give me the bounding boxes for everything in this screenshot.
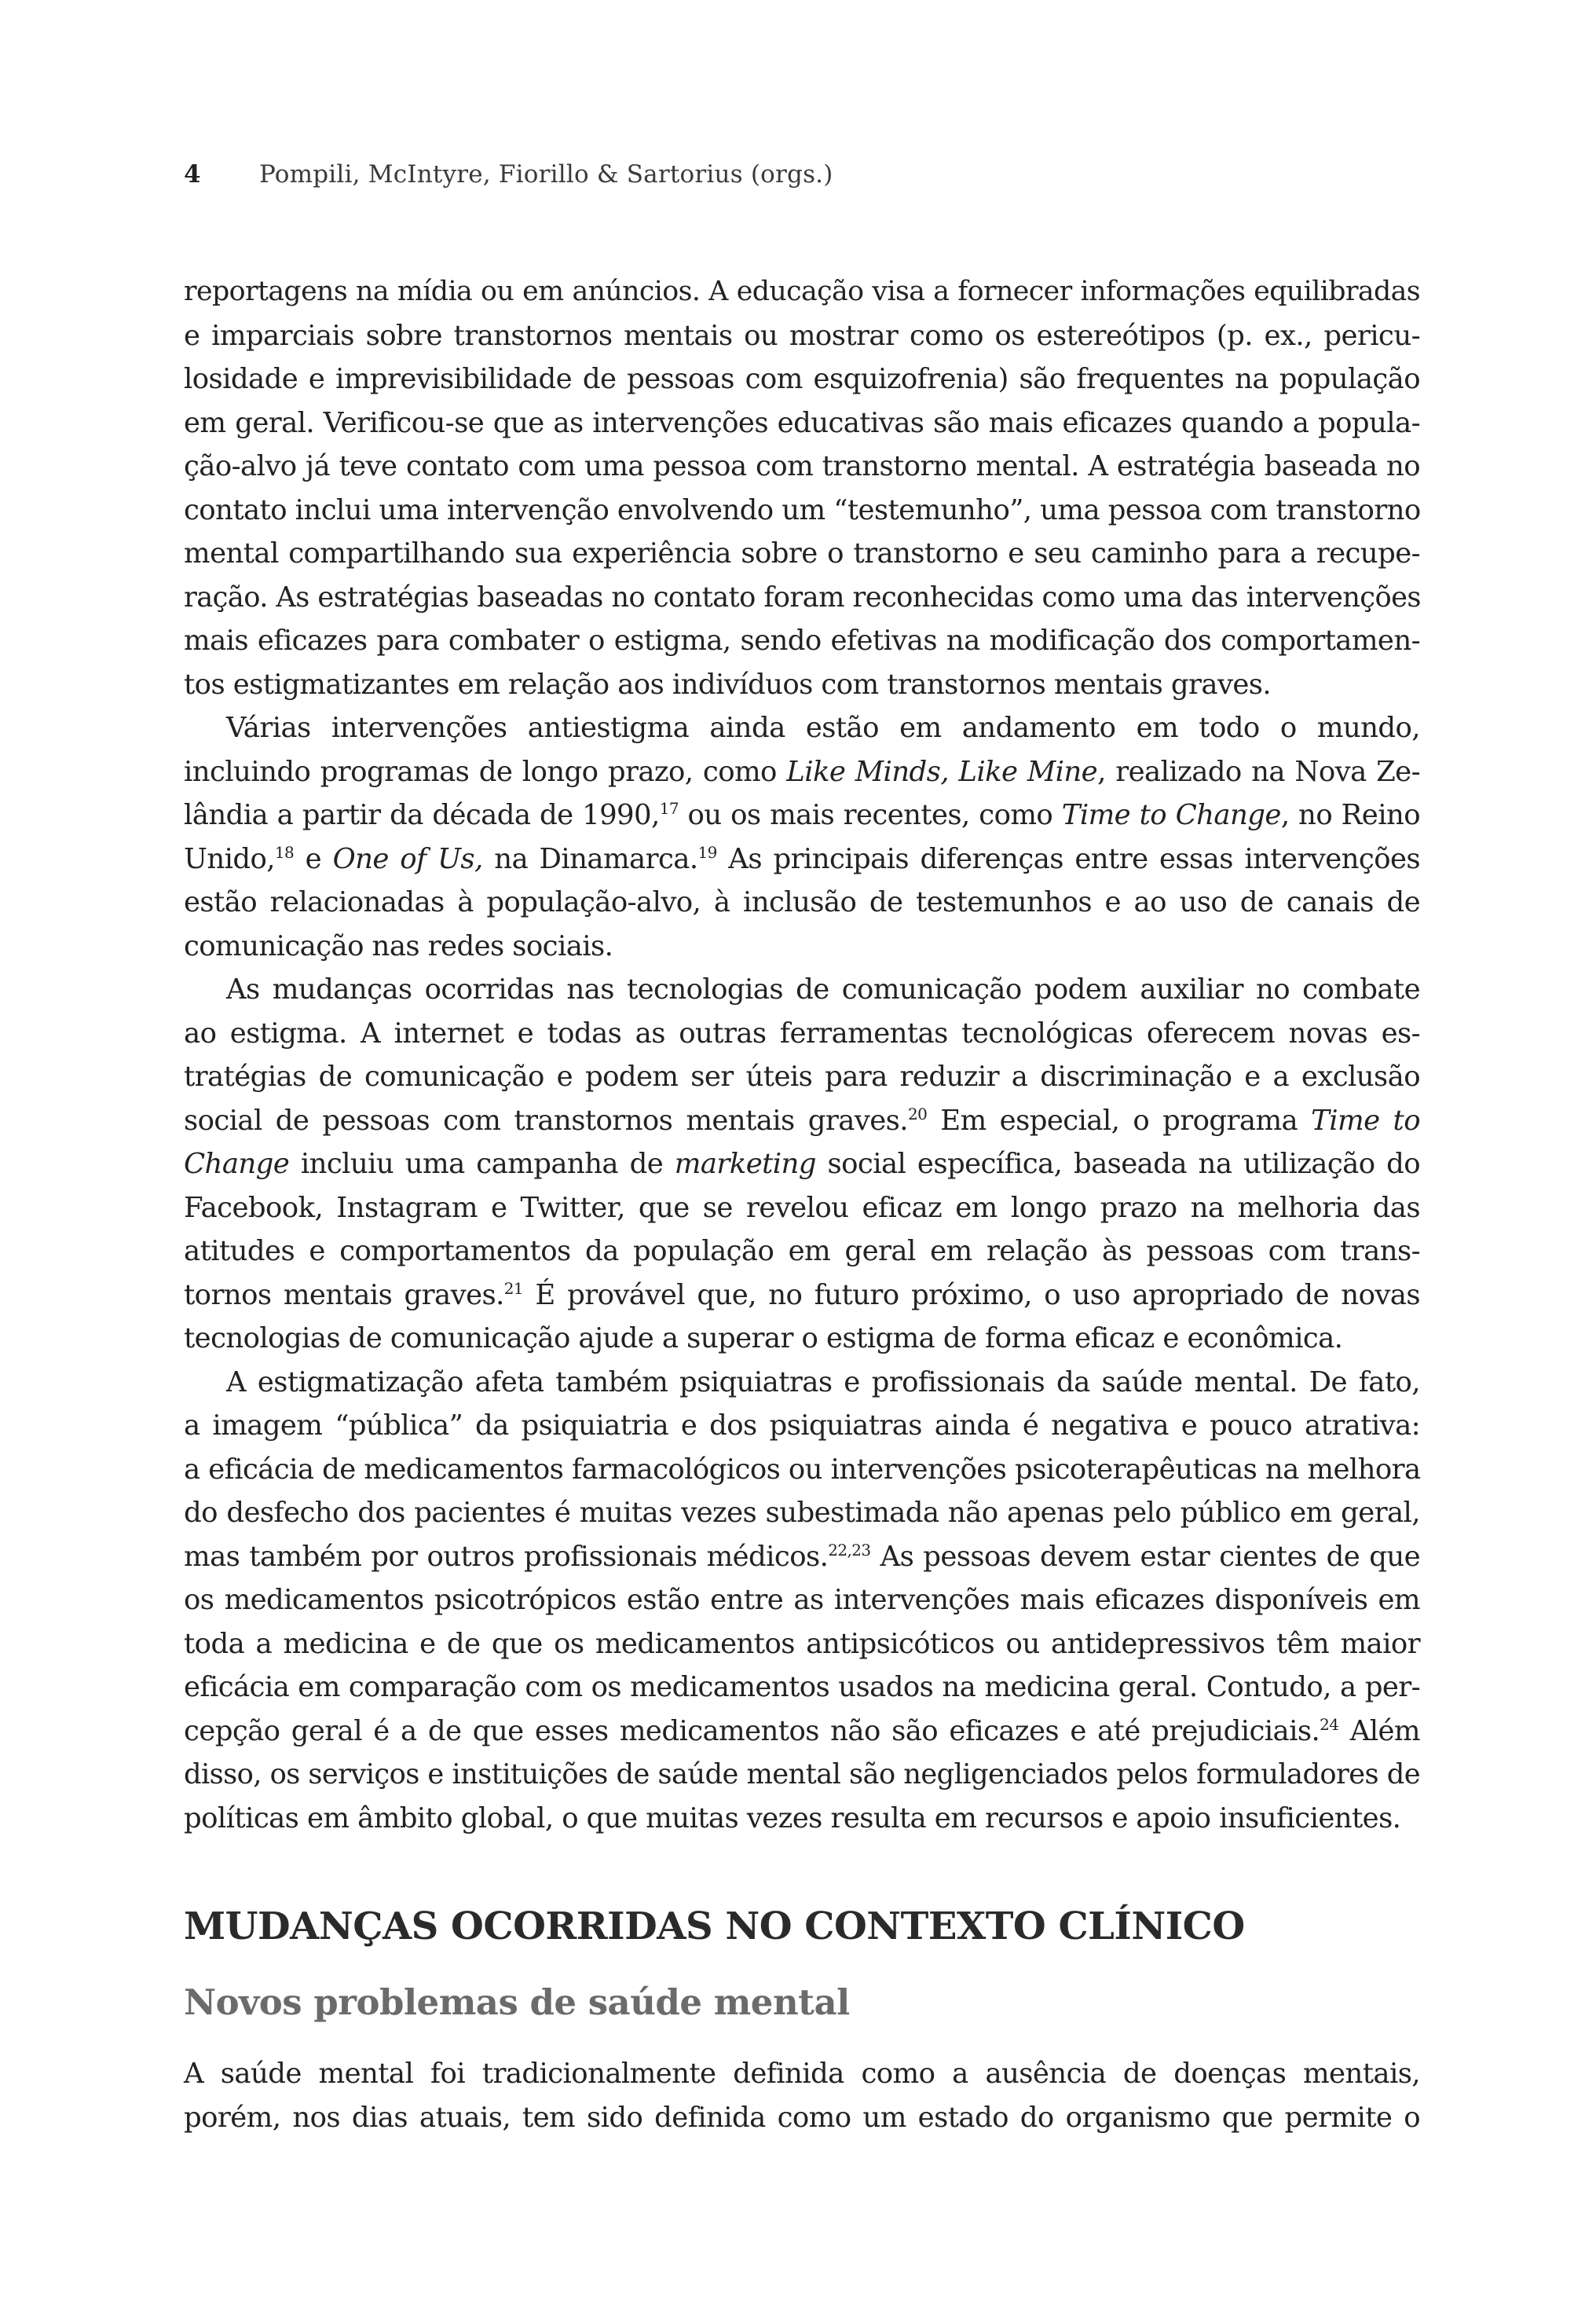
text-line bbox=[184, 1274, 1420, 1318]
text-line: tecnologias de comunicação ajude a superar o estigma de forma eficaz e econômica. bbox=[184, 1322, 1343, 1354]
program-title: Like Minds, Like Mine bbox=[786, 755, 1098, 788]
text-line bbox=[184, 837, 1420, 881]
text-run: cepção geral é a de que esses medicamentos não são eficazes e até prejudiciais. bbox=[184, 1714, 1320, 1747]
citation-ref: 21 bbox=[503, 1278, 524, 1298]
citation-ref: 18 bbox=[274, 842, 295, 862]
program-title: Time to bbox=[1311, 1104, 1420, 1137]
text-line: estão relacionadas à população-alvo, à inclusão de testemunhos e ao uso de canais de bbox=[184, 886, 1420, 918]
emphasis: marketing bbox=[674, 1148, 816, 1180]
text-line: comunicação nas redes sociais. bbox=[184, 929, 613, 962]
text-line: reportagens na mídia ou em anúncios. A educação visa a fornecer informações equilibradas bbox=[184, 276, 1420, 307]
text-run: incluindo programas de longo prazo, como bbox=[184, 755, 787, 788]
text-line bbox=[184, 1099, 1420, 1143]
text-line: e imparciais sobre transtornos mentais ou mostrar como os estereótipos (p. ex., pericu- bbox=[184, 319, 1420, 352]
running-title: Pompili, McIntyre, Fiorillo & Sartorius (orgs.) bbox=[259, 160, 833, 189]
body-text bbox=[184, 270, 1420, 1840]
paragraph bbox=[184, 1361, 1420, 1841]
text-line: A estigmatização afeta também psiquiatras e profissionais da saúde mental. De fato, bbox=[226, 1365, 1420, 1398]
text-line: mental compartilhando sua experiência sobre o transtorno e seu caminho para a recupe- bbox=[184, 537, 1420, 570]
text-run: , realizado na Nova Ze- bbox=[1097, 755, 1420, 788]
body-text bbox=[184, 2052, 1420, 2139]
running-header bbox=[184, 160, 833, 189]
program-title: Time to Change bbox=[1061, 799, 1281, 831]
text-line: tratégias de comunicação e podem ser úteis para reduzir a discriminação e a exclusão bbox=[184, 1061, 1420, 1093]
paragraph bbox=[184, 968, 1420, 1361]
text-line: Várias intervenções antiestigma ainda estão em andamento em todo o mundo, bbox=[226, 712, 1420, 744]
text-line: ção-alvo já teve contato com uma pessoa com transtorno mental. A estratégia baseada no bbox=[184, 450, 1420, 482]
text-run: Além bbox=[1338, 1714, 1420, 1747]
citation-ref: 22,23 bbox=[828, 1540, 871, 1559]
text-run: , no Reino bbox=[1280, 799, 1420, 831]
text-line: ao estigma. A internet e todas as outras ferramentas tecnológicas oferecem novas es- bbox=[184, 1017, 1420, 1050]
text-line bbox=[184, 1535, 1420, 1579]
text-line bbox=[184, 1710, 1420, 1754]
program-title: Change bbox=[184, 1148, 290, 1180]
text-run: social de pessoas com transtornos mentais graves. bbox=[184, 1104, 908, 1137]
text-line: os medicamentos psicotrópicos estão entre as intervenções mais eficazes disponíveis em bbox=[184, 1584, 1420, 1616]
text-run: e bbox=[294, 842, 333, 875]
citation-ref: 24 bbox=[1320, 1714, 1339, 1734]
page-number: 4 bbox=[184, 160, 201, 189]
text-line: losidade e imprevisibilidade de pessoas com esquizofrenia) são frequentes na população bbox=[184, 363, 1420, 395]
text-run: tornos mentais graves. bbox=[184, 1278, 504, 1311]
citation-ref: 20 bbox=[907, 1104, 928, 1123]
text-line: A saúde mental foi tradicionalmente definida como a ausência de doenças mentais, bbox=[184, 2058, 1420, 2090]
text-line: As mudanças ocorridas nas tecnologias de comunicação podem auxiliar no combate bbox=[226, 973, 1420, 1006]
text-run: mas também por outros profissionais médicos. bbox=[184, 1540, 829, 1573]
text-run: Unido, bbox=[184, 842, 275, 875]
text-line: porém, nos dias atuais, tem sido definida como um estado do organismo que permite o bbox=[184, 2101, 1420, 2134]
text-line: a imagem “pública” da psiquiatria e dos psiquiatras ainda é negativa e pouco atrativa: bbox=[184, 1409, 1420, 1442]
text-run: social específica, baseada na utilização do bbox=[815, 1148, 1421, 1180]
text-line bbox=[184, 793, 1420, 837]
subsection-heading: Novos problemas de saúde mental bbox=[184, 1981, 850, 2023]
paragraph bbox=[184, 2052, 1420, 2139]
text-run: lândia a partir da década de 1990, bbox=[184, 799, 660, 831]
text-run: As pessoas devem estar cientes de que bbox=[870, 1540, 1420, 1573]
text-line bbox=[184, 750, 1420, 794]
text-line: a eficácia de medicamentos farmacológicos ou intervenções psicoterapêuticas na melhora bbox=[184, 1453, 1421, 1486]
text-line: toda a medicina e de que os medicamentos antipsicóticos ou antidepressivos têm maior bbox=[184, 1627, 1420, 1660]
text-line: contato inclui uma intervenção envolvendo um “testemunho”, uma pessoa com transtorno bbox=[184, 493, 1421, 526]
text-line: eficácia em comparação com os medicamentos usados na medicina geral. Contudo, a per- bbox=[184, 1671, 1420, 1703]
citation-ref: 17 bbox=[659, 799, 679, 819]
text-run: As principais diferenças entre essas intervenções bbox=[716, 842, 1421, 875]
text-line: do desfecho dos pacientes é muitas vezes subestimada não apenas pelo público em geral, bbox=[184, 1497, 1420, 1529]
program-title: One of Us, bbox=[332, 842, 483, 875]
section-heading: MUDANÇAS OCORRIDAS NO CONTEXTO CLÍNICO bbox=[184, 1904, 1245, 1948]
text-line: Facebook, Instagram e Twitter, que se revelou eficaz em longo prazo na melhoria das bbox=[184, 1191, 1420, 1224]
text-line: atitudes e comportamentos da população em geral em relação às pessoas com trans- bbox=[184, 1235, 1420, 1267]
paragraph bbox=[184, 706, 1420, 968]
text-line: ração. As estratégias baseadas no contato foram reconhecidas como uma das intervenções bbox=[184, 581, 1421, 614]
text-line: políticas em âmbito global, o que muitas vezes resulta em recursos e apoio insuficientes. bbox=[184, 1801, 1401, 1834]
text-run: ou os mais recentes, como bbox=[678, 799, 1062, 831]
text-line: disso, os serviços e instituições de saúde mental são negligenciados pelos formuladores de bbox=[184, 1758, 1420, 1790]
text-run: Em especial, o programa bbox=[927, 1104, 1312, 1137]
text-line: mais eficazes para combater o estigma, sendo efetivas na modificação dos comportamen- bbox=[184, 625, 1420, 657]
citation-ref: 19 bbox=[697, 842, 717, 862]
text-line: em geral. Verificou-se que as intervenções educativas são mais eficazes quando a popula- bbox=[184, 406, 1420, 439]
text-line: tos estigmatizantes em relação aos indivíduos com transtornos mentais graves. bbox=[184, 668, 1272, 701]
text-line bbox=[184, 1142, 1420, 1186]
paragraph bbox=[184, 270, 1420, 706]
text-run: incluiu uma campanha de bbox=[289, 1148, 675, 1180]
text-run: na Dinamarca. bbox=[482, 842, 698, 875]
text-run: É provável que, no futuro próximo, o uso apropriado de novas bbox=[523, 1278, 1420, 1311]
